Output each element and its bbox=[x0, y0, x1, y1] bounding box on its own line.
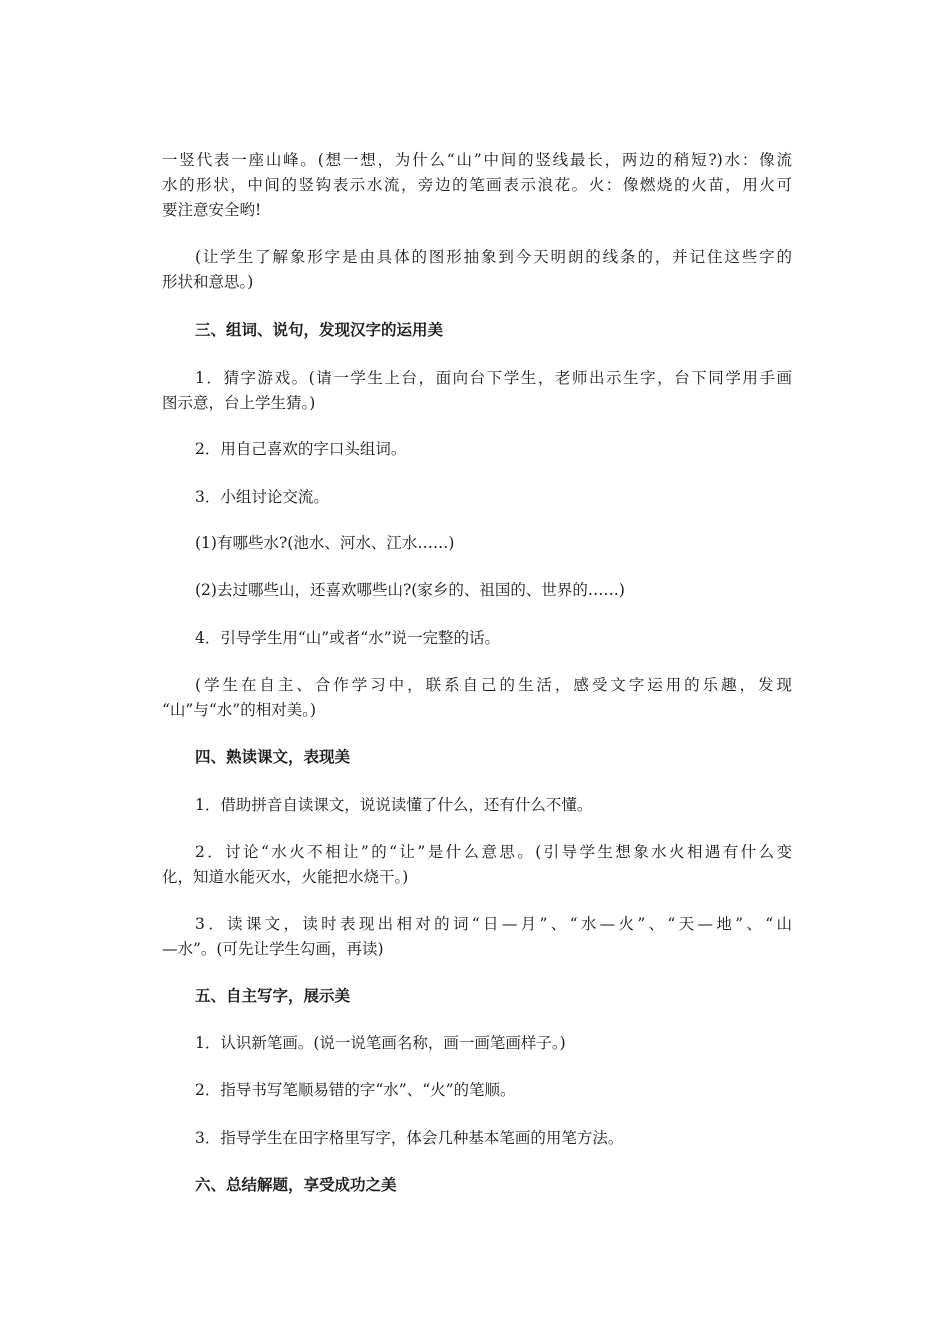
text-line: 图示意，台上学生猜。) bbox=[162, 394, 316, 412]
text-line: 要注意安全哟! bbox=[162, 201, 262, 219]
section4-item-2 bbox=[162, 840, 792, 890]
section-heading-4: 四、熟读课文，表现美 bbox=[195, 748, 351, 766]
section5-item-2: 2．指导书写笔顺易错的字“水”、“火”的笔顺。 bbox=[195, 1081, 516, 1099]
section3-sub-2: (2)去过哪些山，还喜欢哪些山?(家乡的、祖国的、世界的……) bbox=[195, 581, 625, 599]
section4-item-3 bbox=[162, 912, 792, 962]
section-heading-3: 三、组词、说句，发现汉字的运用美 bbox=[195, 321, 444, 339]
text-line: 1．猜字游戏。(请一学生上台，面向台下学生，老师出示生字，台下同学用手画 bbox=[195, 369, 792, 387]
text-line: 3．读课文，读时表现出相对的词“日—月”、“水—火”、“天—地”、“山 bbox=[195, 915, 792, 933]
text-line: (让学生了解象形字是由具体的图形抽象到今天明朗的线条的，并记住这些字的 bbox=[195, 248, 792, 266]
text-line: 形状和意思。) bbox=[162, 273, 254, 291]
section-heading-6: 六、总结解题，享受成功之美 bbox=[195, 1176, 397, 1194]
section-heading-5: 五、自主写字，展示美 bbox=[195, 987, 351, 1005]
paragraph-teaching-note-2 bbox=[162, 673, 792, 723]
section5-item-1: 1．认识新笔画。(说一说笔画名称，画一画笔画样子。) bbox=[195, 1034, 566, 1052]
section3-sub-1: (1)有哪些水?(池水、河水、江水……) bbox=[195, 534, 455, 552]
section4-item-1: 1．借助拼音自读课文，说说读懂了什么，还有什么不懂。 bbox=[195, 796, 593, 814]
section3-item-1 bbox=[162, 366, 792, 416]
paragraph-teaching-note-1 bbox=[162, 245, 792, 295]
section3-item-4: 4．引导学生用“山”或者“水”说一完整的话。 bbox=[195, 629, 501, 647]
text-line: 水的形状，中间的竖钩表示水流，旁边的笔画表示浪花。火：像燃烧的火苗，用火可 bbox=[162, 176, 792, 194]
text-line: 2．讨论“水火不相让”的“让”是什么意思。(引导学生想象水火相遇有什么变 bbox=[195, 843, 792, 861]
text-line: 一竖代表一座山峰。(想一想，为什么“山”中间的竖线最长，两边的稍短?)水：像流 bbox=[162, 151, 792, 169]
section5-item-3: 3．指导学生在田字格里写字，体会几种基本笔画的用笔方法。 bbox=[195, 1129, 624, 1147]
section3-item-2: 2．用自己喜欢的字口头组词。 bbox=[195, 440, 407, 458]
text-line: “山”与“水”的相对美。) bbox=[162, 701, 316, 719]
text-line: (学生在自主、合作学习中，联系自己的生活，感受文字运用的乐趣，发现 bbox=[195, 676, 792, 694]
paragraph-pictograph-explanation bbox=[162, 148, 792, 223]
text-line: 化，知道水能灭水，火能把水烧干。) bbox=[162, 868, 409, 886]
section3-item-3: 3．小组讨论交流。 bbox=[195, 488, 329, 506]
text-line: —水”。(可先让学生勾画，再读) bbox=[162, 940, 384, 958]
